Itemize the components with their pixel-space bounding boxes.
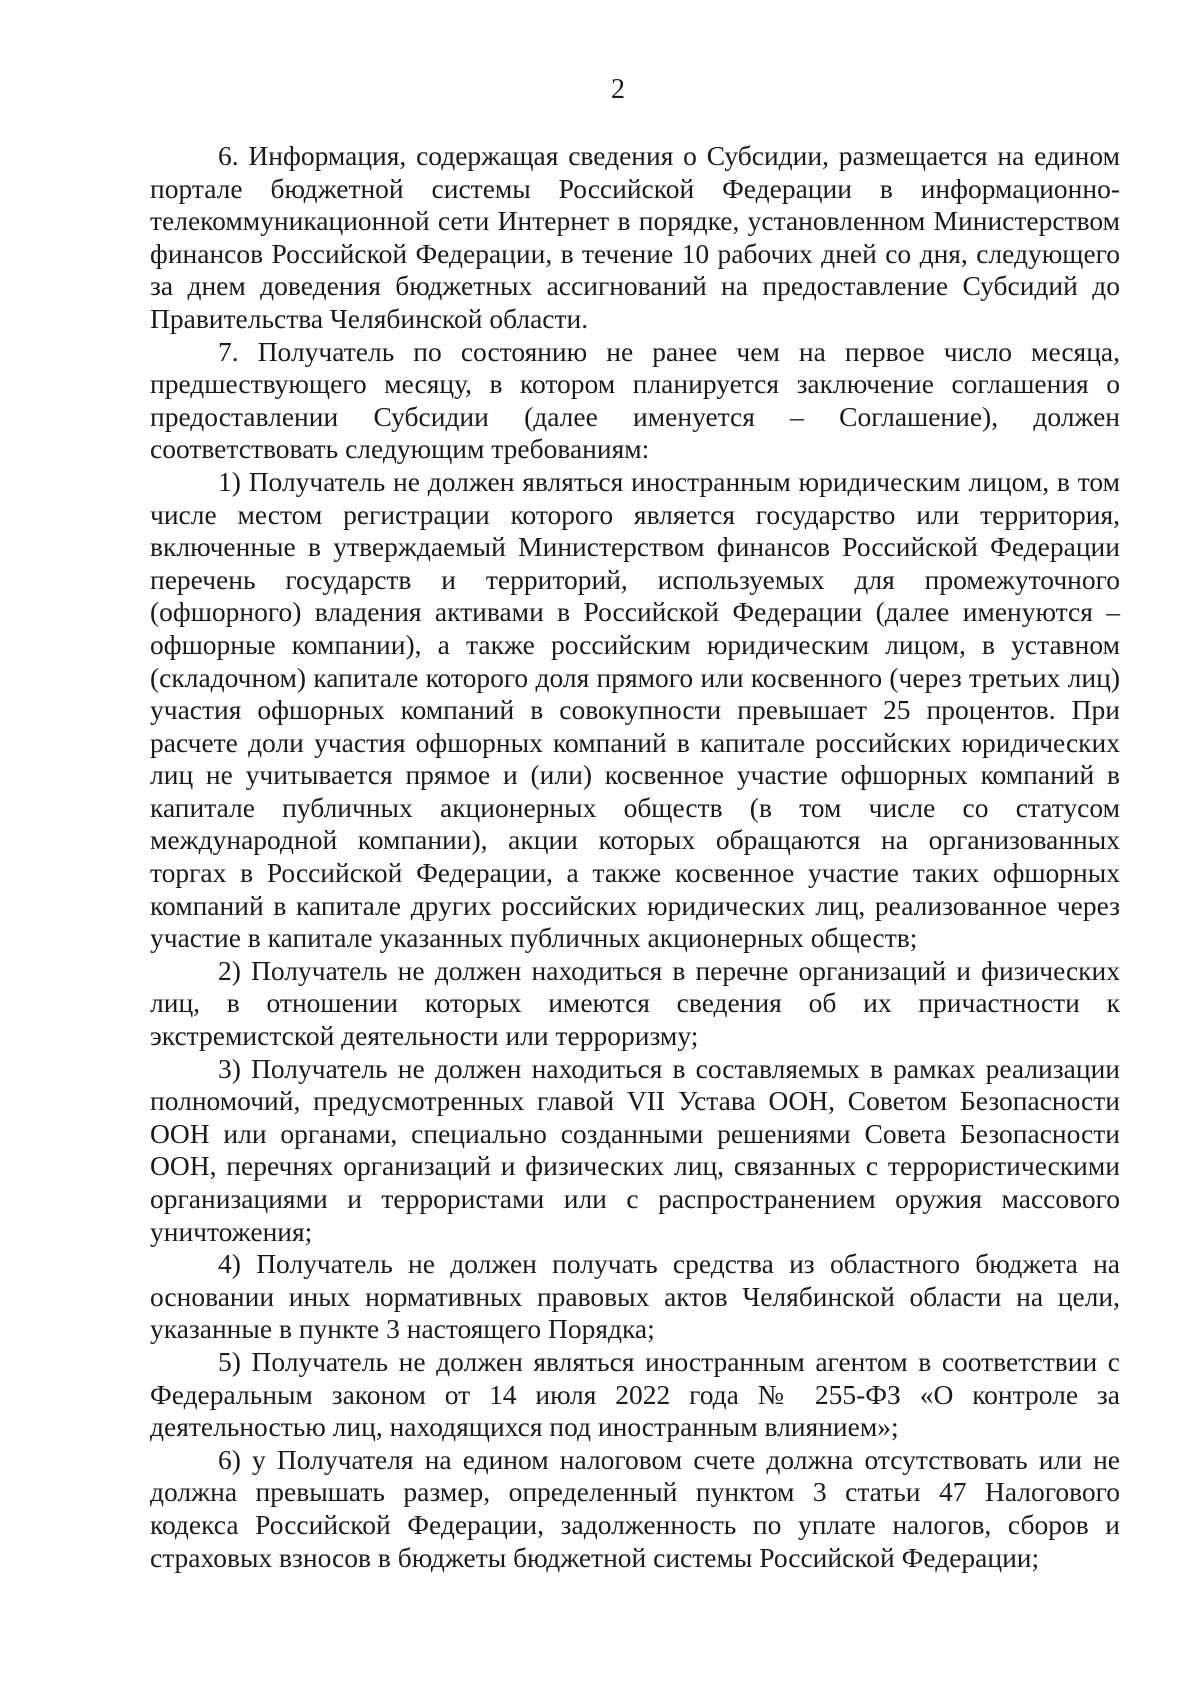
document-body: [150, 140, 1120, 1574]
paragraph-7-recipient-requirements: 7. Получатель по состоянию не ранее чем на первое число месяца, предшествующего месяцу, в котором планируется заключение соглашения о предоставлении Субсидии (далее именуется – Соглашение), должен соответствовать следующим требованиям:: [150, 335, 1120, 465]
requirement-4-no-other-budget-funds: 4) Получатель не должен получать средства из областного бюджета на основании иных нормативных правовых актов Челябинской области на цели, указанные в пункте 3 настоящего Порядка;: [150, 1248, 1120, 1345]
page-number: 2: [611, 74, 625, 105]
requirement-3-un-sanctions-list: 3) Получатель не должен находиться в составляемых в рамках реализации полномочий, предусмотренных главой VII Устава ООН, Советом Безопасности ООН или органами, специально созданными решениями Совета Безопасности ООН, перечнях организаций и физических лиц, связанных с террористическими организациями и террористами или с распространением оружия массового уничтожения;: [150, 1052, 1120, 1247]
requirement-1-offshore: 1) Получатель не должен являться иностранным юридическим лицом, в том числе местом регистрации которого является государство или территория, включенные в утверждаемый Министерством финансов Российской Федерации перечень государств и территорий, используемых для промежуточного (офшорного) владения активами в Российской Федерации (далее именуются – офшорные компании), а также российским юридическим лицом, в уставном (складочном) капитале которого доля прямого или косвенного (через третьих лиц) участия офшорных компаний в совокупности превышает 25 процентов. При расчете доли участия офшорных компаний в капитале российских юридических лиц не учитывается прямое и (или) косвенное участие офшорных компаний в капитале публичных акционерных обществ (в том числе со статусом международной компании), акции которых обращаются на организованных торгах в Российской Федерации, а также косвенное участие таких офшорных компаний в капитале других российских юридических лиц, реализованное через участие в капитале указанных публичных акционерных обществ;: [150, 465, 1120, 954]
requirement-6-tax-debt: 6) у Получателя на едином налоговом счете должна отсутствовать или не должна превышать размер, определенный пунктом 3 статьи 47 Налогового кодекса Российской Федерации, задолженность по уплате налогов, сборов и страховых взносов в бюджеты бюджетной системы Российской Федерации;: [150, 1443, 1120, 1573]
requirement-2-extremism-list: 2) Получатель не должен находиться в перечне организаций и физических лиц, в отношении которых имеются сведения об их причастности к экстремистской деятельности или терроризму;: [150, 954, 1120, 1052]
paragraph-6-information-publication: 6. Информация, содержащая сведения о Субсидии, размещается на едином портале бюджетной системы Российской Федерации в информационно-телекоммуникационной сети Интернет в порядке, установленном Министерством финансов Российской Федерации, в течение 10 рабочих дней со дня, следующего за днем доведения бюджетных ассигнований на предоставление Субсидий до Правительства Челябинской области.: [150, 140, 1120, 334]
requirement-5-foreign-agent: 5) Получатель не должен являться иностранным агентом в соответствии с Федеральным законом от 14 июля 2022 года № 255-ФЗ «О контроле за деятельностью лиц, находящихся под иностранным влиянием»;: [150, 1345, 1120, 1443]
